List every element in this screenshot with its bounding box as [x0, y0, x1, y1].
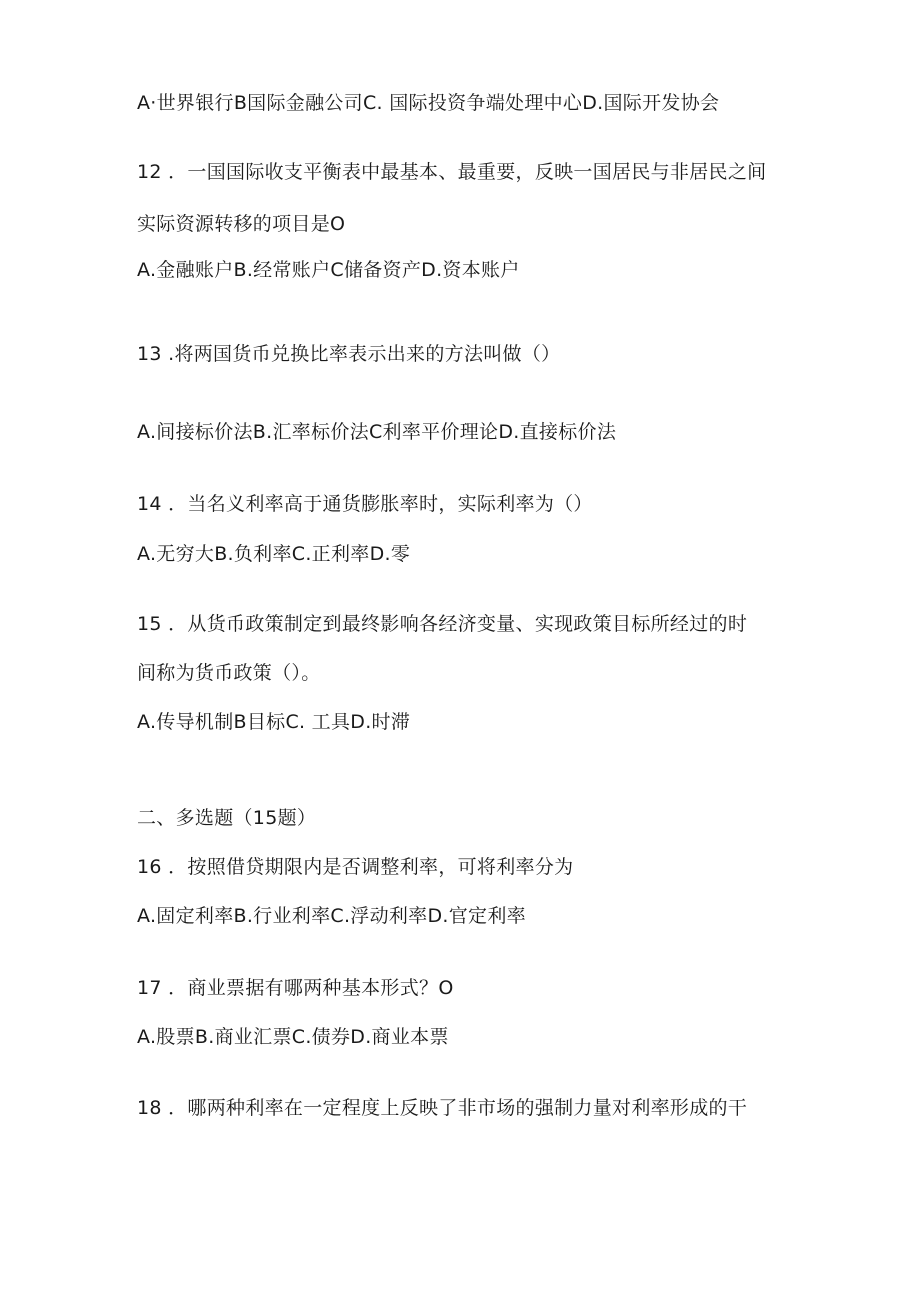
- section-heading: 二、多选题（15题）: [137, 807, 317, 829]
- question-12: 12 ．一国国际收支平衡表中最基本、最重要，反映一国居民与非居民之间: [137, 161, 767, 183]
- question-15: 15 ．从货币政策制定到最终影响各经济变量、实现政策目标所经过的时: [137, 613, 748, 635]
- answer-options-14: A.无穷大B.负利率C.正利率D.零: [137, 543, 411, 565]
- question-14: 14 ．当名义利率高于通货膨胀率时，实际利率为（）: [137, 493, 593, 515]
- question-18: 18 ．哪两种利率在一定程度上反映了非市场的强制力量对利率形成的干: [137, 1097, 748, 1119]
- answer-options-11: A·世界银行B国际金融公司C. 国际投资争端处理中心D.国际开发协会: [137, 92, 720, 114]
- question-13: 13 .将两国货币兑换比率表示出来的方法叫做（）: [137, 343, 561, 365]
- question-15-cont: 间称为货币政策（）。: [137, 662, 321, 684]
- answer-options-12: A.金融账户B.经常账户C储备资产D.资本账户: [137, 259, 520, 281]
- question-16: 16 ．按照借贷期限内是否调整利率，可将利率分为: [137, 856, 574, 878]
- answer-options-16: A.固定利率B.行业利率C.浮动利率D.官定利率: [137, 905, 526, 927]
- answer-options-17: A.股票B.商业汇票C.债券D.商业本票: [137, 1026, 449, 1048]
- question-17: 17 ．商业票据有哪两种基本形式？O: [137, 977, 454, 999]
- answer-options-15: A.传导机制B目标C. 工具D.时滞: [137, 711, 411, 733]
- answer-options-13: A.间接标价法B.汇率标价法C利率平价理论D.直接标价法: [137, 421, 617, 443]
- question-12-cont: 实际资源转移的项目是O: [137, 213, 346, 235]
